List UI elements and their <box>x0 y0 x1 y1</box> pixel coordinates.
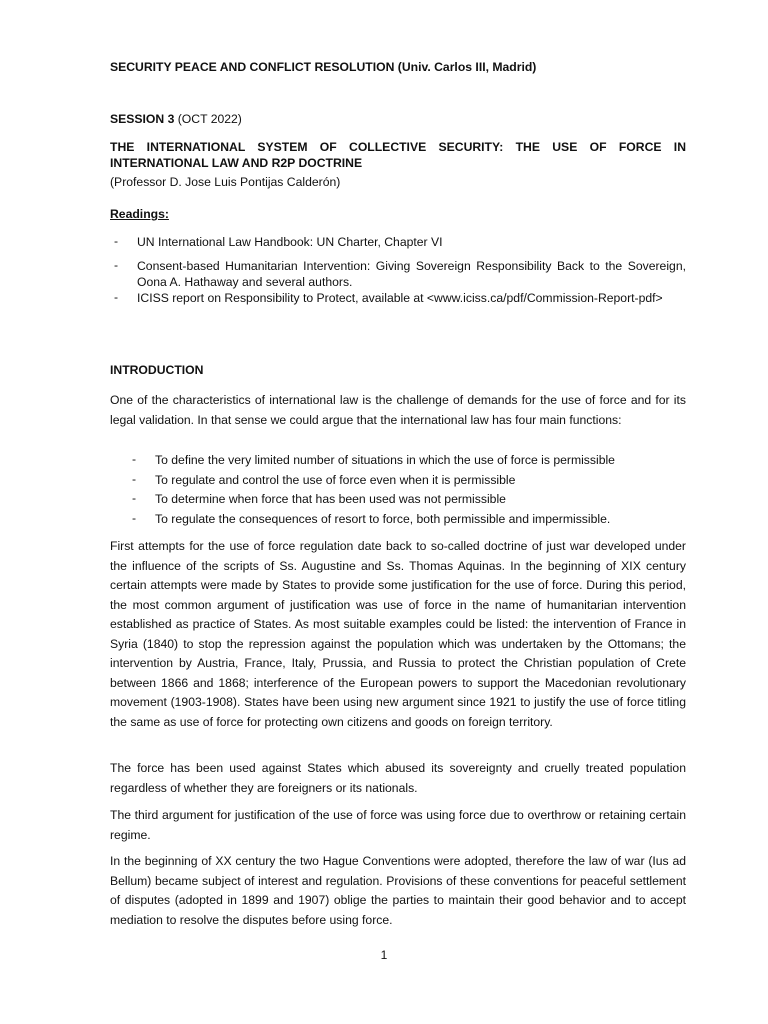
function-item: To determine when force that has been used was not permissible <box>155 492 506 506</box>
intro-paragraph-3: The force has been used against States which abused its sovereignty and cruelly treated population regardless of whether they are foreigners or its nationals. <box>110 761 686 795</box>
session-date: (OCT 2022) <box>174 112 242 126</box>
intro-paragraph-2: First attempts for the use of force regulation date back to so-called doctrine of just war developed under the influence of the scripts of Ss. Augustine and Ss. Thomas Aquinas. In the beginning of XIX century certain attempts were made by States to provide some justification for the use of force. During this period, the most common argument of justification was use of force in the name of humanitarian intervention established as practice of States. As most suitable examples could be listed: the intervention of France in Syria (1840) to stop the repression against the population which was undertaken by the Ottomans; the intervention by Austria, France, Italy, Prussia, and Russia to protect the Christian population of Crete between 1866 and 1868; interference of the European powers to support the Macedonian revolutionary movement (1903-1908). States have been using new argument since 1921 to justify the use of force titling the same as use of force for protecting own citizens and goods on foreign territory. <box>110 539 686 729</box>
intro-paragraph-4: The third argument for justification of the use of force was using force due to overthrow or retaining certain regime. <box>110 808 686 842</box>
list-bullet: - <box>114 290 119 304</box>
session-line <box>110 110 686 130</box>
reading-item: ICISS report on Responsibility to Protect, available at <www.iciss.ca/pdf/Commission-Report-pdf> <box>137 291 663 305</box>
list-bullet: - <box>132 472 137 486</box>
session-title: THE INTERNATIONAL SYSTEM OF COLLECTIVE SECURITY: THE USE OF FORCE IN INTERNATIONAL LAW AND R2P DOCTRINE <box>110 140 686 170</box>
function-item: To regulate and control the use of force even when it is permissible <box>155 473 516 487</box>
list-bullet: - <box>114 258 119 272</box>
function-item: To regulate the consequences of resort to force, both permissible and impermissible. <box>155 512 611 526</box>
introduction-heading: INTRODUCTION <box>110 363 204 377</box>
page-number: 1 <box>380 948 388 962</box>
session-label: SESSION 3 <box>110 112 175 126</box>
readings-heading: Readings: <box>110 207 169 221</box>
list-bullet: - <box>114 234 119 248</box>
course-title: SECURITY PEACE AND CONFLICT RESOLUTION (Univ. Carlos III, Madrid) <box>110 60 537 74</box>
list-bullet: - <box>132 491 137 505</box>
function-item: To define the very limited number of situations in which the use of force is permissible <box>155 453 615 467</box>
intro-paragraph-5: In the beginning of XX century the two Hague Conventions were adopted, therefore the law of war (Ius ad Bellum) became subject of interest and regulation. Provisions of these conventions for peaceful settlement of disputes (adopted in 1899 and 1907) oblige the parties to maintain their good behavior and to accept mediation to resolve the disputes before using force. <box>110 854 686 927</box>
reading-item: Consent-based Humanitarian Intervention: Giving Sovereign Responsibility Back to the Sovereign, Oona A. Hathaway and several authors. <box>137 259 686 289</box>
list-bullet: - <box>132 511 137 525</box>
professor-name: (Professor D. Jose Luis Pontijas Calderón) <box>110 175 341 189</box>
reading-item: UN International Law Handbook: UN Charter, Chapter VI <box>137 235 443 249</box>
intro-paragraph-1: One of the characteristics of international law is the challenge of demands for the use of force and for its legal validation. In that sense we could argue that the international law has four main functions: <box>110 393 686 427</box>
list-bullet: - <box>132 452 137 466</box>
